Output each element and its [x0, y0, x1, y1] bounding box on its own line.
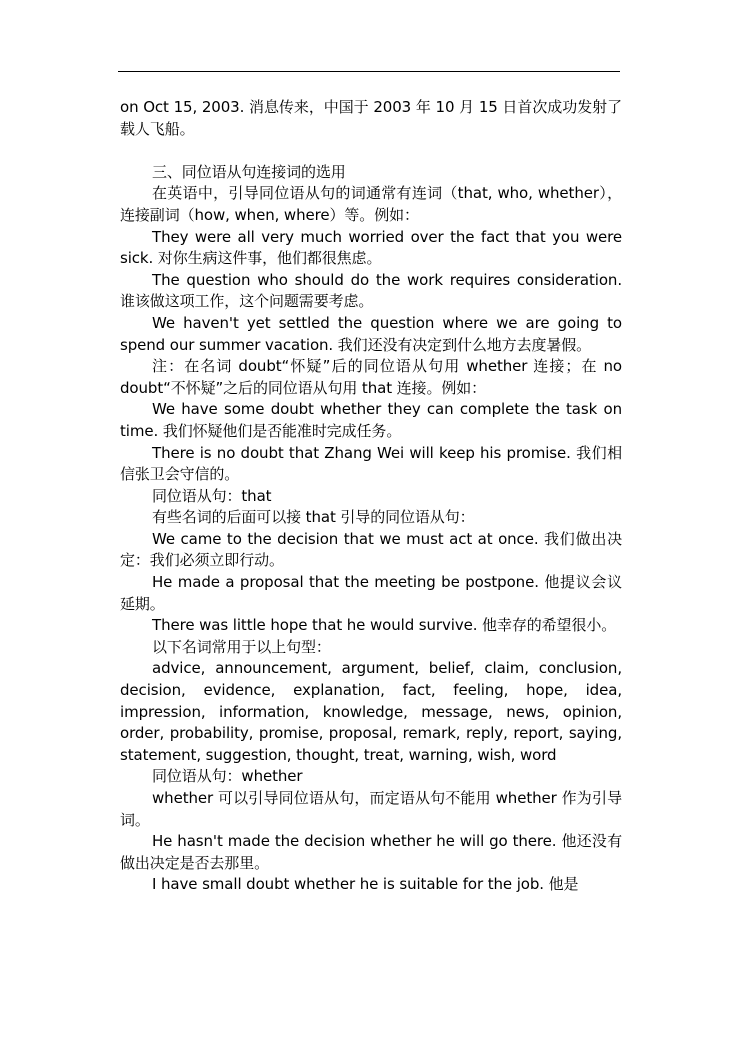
example-sentence: There was little hope that he would survive. 他幸存的希望很小。	[152, 616, 617, 635]
header-rule	[118, 71, 620, 72]
example-sentence: I have small doubt whether he is suitable for the job. 他是	[152, 875, 579, 894]
paragraph-spacer	[120, 140, 622, 162]
example-sentence: There is no doubt that Zhang Wei will keep his promise. 我们相信张卫会守信的。	[120, 443, 622, 484]
example-sentence: He made a proposal that the meeting be postpone. 他提议会议延期。	[120, 573, 622, 613]
example-sentence: We have some doubt whether they can complete the task on time. 我们怀疑他们是否能准时完成任务。	[120, 400, 622, 440]
paragraph: on Oct 15, 2003. 消息传来，中国于 2003 年 10 月 15 日首次成功发射了载人飞船。	[120, 98, 622, 138]
example-sentence: He hasn't made the decision whether he will go there. 他还没有做出决定是否去那里。	[120, 832, 622, 872]
paragraph: 有些名词的后面可以接 that 引导的同位语从句：	[152, 508, 475, 527]
example-sentence: We haven't yet settled the question where we are going to spend our summer vacation. 我们还没有决定到什么地方去度暑假。	[120, 313, 622, 354]
example-sentence: We came to the decision that we must act at once. 我们做出决定：我们必须立即行动。	[120, 529, 622, 570]
example-sentence: The question who should do the work requires consideration. 谁该做这项工作，这个问题需要考虑。	[120, 270, 622, 311]
paragraph: whether 可以引导同位语从句，而定语从句不能用 whether 作为引导词。	[120, 789, 622, 829]
document-body	[120, 97, 622, 896]
paragraph: 在英语中，引导同位语从句的词通常有连词（that, who, whether），连接副词（how, when, where）等。例如：	[120, 184, 622, 224]
subheading-whether: 同位语从句：whether	[152, 767, 303, 786]
note-paragraph: 注：在名词 doubt“怀疑”后的同位语从句用 whether 连接；在 no doubt“不怀疑”之后的同位语从句用 that 连接。例如：	[120, 357, 622, 397]
section-heading: 三、同位语从句连接词的选用	[152, 162, 346, 181]
paragraph: 以下名词常用于以上句型：	[152, 637, 331, 656]
example-sentence: They were all very much worried over the fact that you were sick. 对你生病这件事，他们都很焦虑。	[120, 227, 622, 268]
subheading-that: 同位语从句：that	[152, 486, 272, 505]
noun-list: advice, announcement, argument, belief, claim, conclusion, decision, evidence, explanation, fact, feeling, hope, idea, impression, information, knowledge, message, news, opinion, order, probability, promise, proposal, remark, reply, report, saying, statement, suggestion, thought, treat, warning, wish, word	[120, 659, 622, 764]
